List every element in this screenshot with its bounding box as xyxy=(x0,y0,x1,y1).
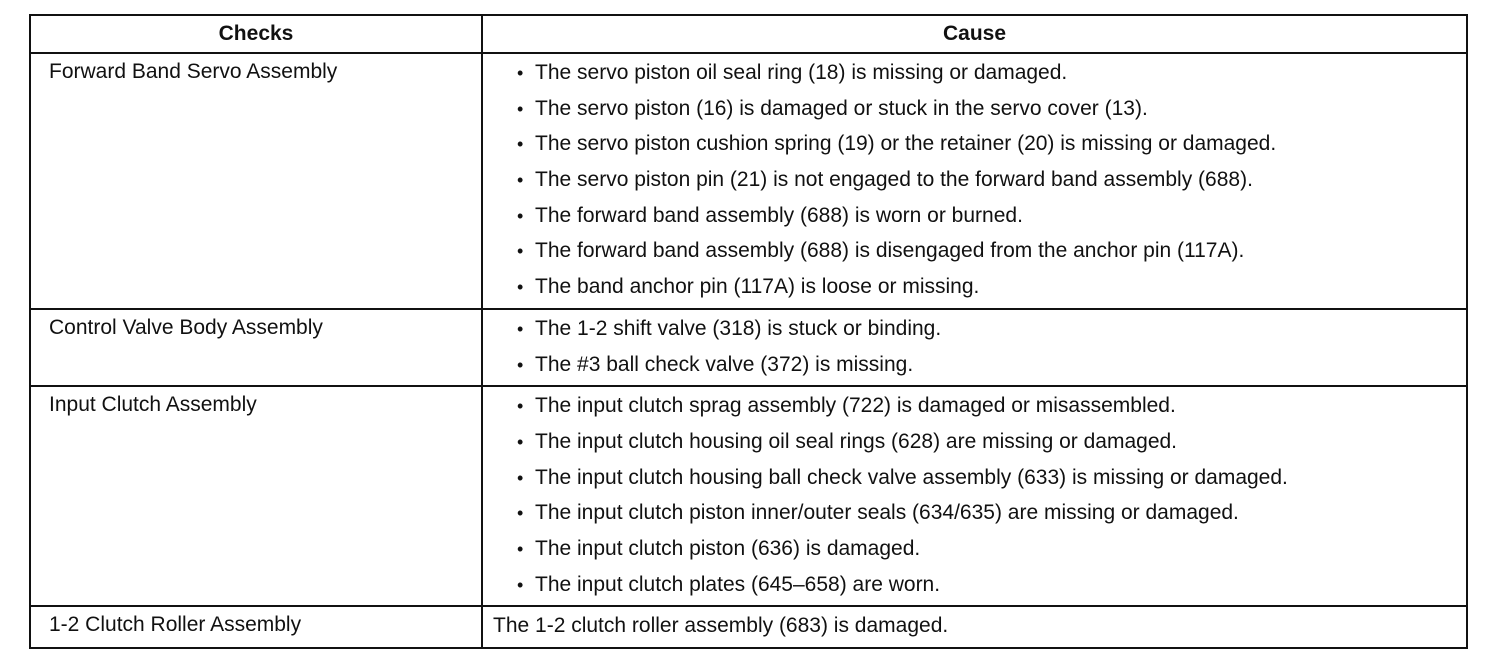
check-cell: Control Valve Body Assembly xyxy=(31,310,483,385)
cause-item: • The servo piston cushion spring (19) or the retainer (20) is missing or damaged. xyxy=(517,129,1466,165)
diagnostic-table xyxy=(29,14,1468,649)
cause-item: • The band anchor pin (117A) is loose or missing. xyxy=(517,272,1466,308)
cause-cell xyxy=(483,607,1466,647)
checks-column-header: Checks xyxy=(31,16,483,52)
check-cell: Input Clutch Assembly xyxy=(31,387,483,605)
check-cell: 1-2 Clutch Roller Assembly xyxy=(31,607,483,647)
cause-item: • The input clutch plates (645–658) are worn. xyxy=(517,570,1466,606)
cause-text: The 1-2 clutch roller assembly (683) is damaged. xyxy=(493,614,949,638)
cause-item: • The input clutch housing oil seal rings (628) are missing or damaged. xyxy=(517,427,1466,463)
check-cell: Forward Band Servo Assembly xyxy=(31,54,483,308)
cause-cell xyxy=(483,54,1466,308)
cause-item: • The forward band assembly (688) is worn or burned. xyxy=(517,201,1466,237)
table-row xyxy=(31,308,1466,385)
cause-item: • The forward band assembly (688) is disengaged from the anchor pin (117A). xyxy=(517,236,1466,272)
table-row xyxy=(31,52,1466,308)
cause-list xyxy=(493,391,1466,605)
cause-item: • The servo piston (16) is damaged or stuck in the servo cover (13). xyxy=(517,94,1466,130)
cause-column-header: Cause xyxy=(942,22,1007,45)
cause-list xyxy=(493,58,1466,308)
table-row xyxy=(31,385,1466,605)
table-header-row xyxy=(31,16,1466,52)
cause-item: • The input clutch housing ball check valve assembly (633) is missing or damaged. xyxy=(517,463,1466,499)
cause-cell xyxy=(483,387,1466,605)
cause-item: • The servo piston pin (21) is not engaged to the forward band assembly (688). xyxy=(517,165,1466,201)
cause-item: • The servo piston oil seal ring (18) is missing or damaged. xyxy=(517,58,1466,94)
cause-item: • The #3 ball check valve (372) is missing. xyxy=(517,350,1466,386)
cause-cell xyxy=(483,310,1466,385)
cause-item: • The 1-2 shift valve (318) is stuck or binding. xyxy=(517,314,1466,350)
cause-list xyxy=(493,314,1466,385)
cause-item: • The input clutch sprag assembly (722) is damaged or misassembled. xyxy=(517,391,1466,427)
cause-item: • The input clutch piston inner/outer seals (634/635) are missing or damaged. xyxy=(517,498,1466,534)
cause-item: • The input clutch piston (636) is damaged. xyxy=(517,534,1466,570)
table-row xyxy=(31,605,1466,647)
